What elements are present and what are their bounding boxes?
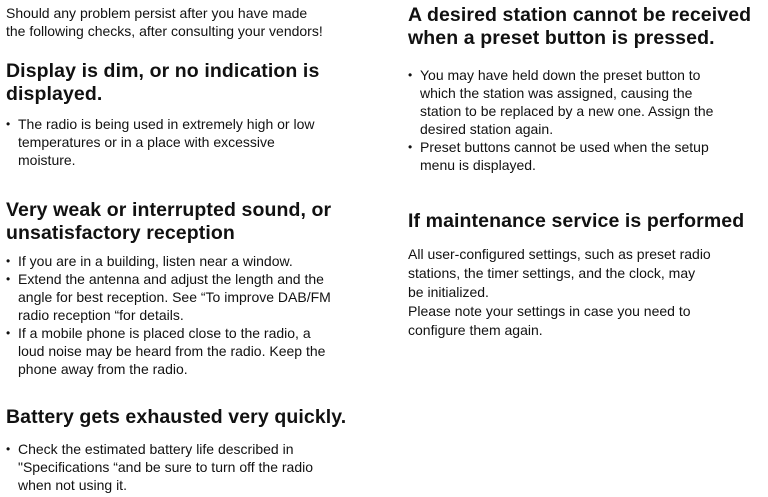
bullet-icon: • xyxy=(6,272,11,286)
heading-display-dim: Display is dim, or no indication is displayed. xyxy=(6,60,320,105)
heading-weak-sound: Very weak or interrupted sound, or unsatisfactory reception xyxy=(6,199,332,244)
list-preset-station xyxy=(408,66,713,174)
list-display-dim xyxy=(6,115,315,169)
list-weak-sound xyxy=(6,252,331,378)
intro-text: Should any problem persist after you have made the following checks, after consulting your vendors! xyxy=(6,5,323,39)
list-item: • You may have held down the preset button to which the station was assigned, causing the station to be replaced by a new one. Assign the desired station again. xyxy=(408,67,714,137)
bullet-icon: • xyxy=(6,442,11,456)
heading-battery: Battery gets exhausted very quickly. xyxy=(6,406,347,428)
bullet-icon: • xyxy=(6,117,11,131)
list-battery xyxy=(6,440,313,494)
bullet-icon: • xyxy=(6,254,11,268)
list-item: • Preset buttons cannot be used when the setup menu is displayed. xyxy=(408,139,709,173)
list-item: • If you are in a building, listen near a window. xyxy=(6,253,293,269)
left-column xyxy=(6,0,390,493)
heading-maintenance: If maintenance service is performed xyxy=(408,210,745,232)
list-item: • If a mobile phone is placed close to the radio, a loud noise may be heard from the radio. Keep the phone away from the radio. xyxy=(6,325,326,377)
list-item: • Check the estimated battery life described in "Specifications “and be sure to turn off the radio when not using it. xyxy=(6,441,313,493)
heading-preset-station: A desired station cannot be received when a preset button is pressed. xyxy=(408,4,752,49)
bullet-icon: • xyxy=(408,68,413,82)
list-item: • The radio is being used in extremely high or low temperatures or in a place with excessive moisture. xyxy=(6,116,315,168)
maintenance-paragraph: All user-configured settings, such as preset radio stations, the timer settings, and the clock, may be initialized. Please note your settings in case you need to configure them again. xyxy=(408,246,711,338)
bullet-icon: • xyxy=(6,326,11,340)
bullet-icon: • xyxy=(408,140,413,154)
list-item: • Extend the antenna and adjust the length and the angle for best reception. See “To improve DAB/FM radio reception “for details. xyxy=(6,271,331,323)
